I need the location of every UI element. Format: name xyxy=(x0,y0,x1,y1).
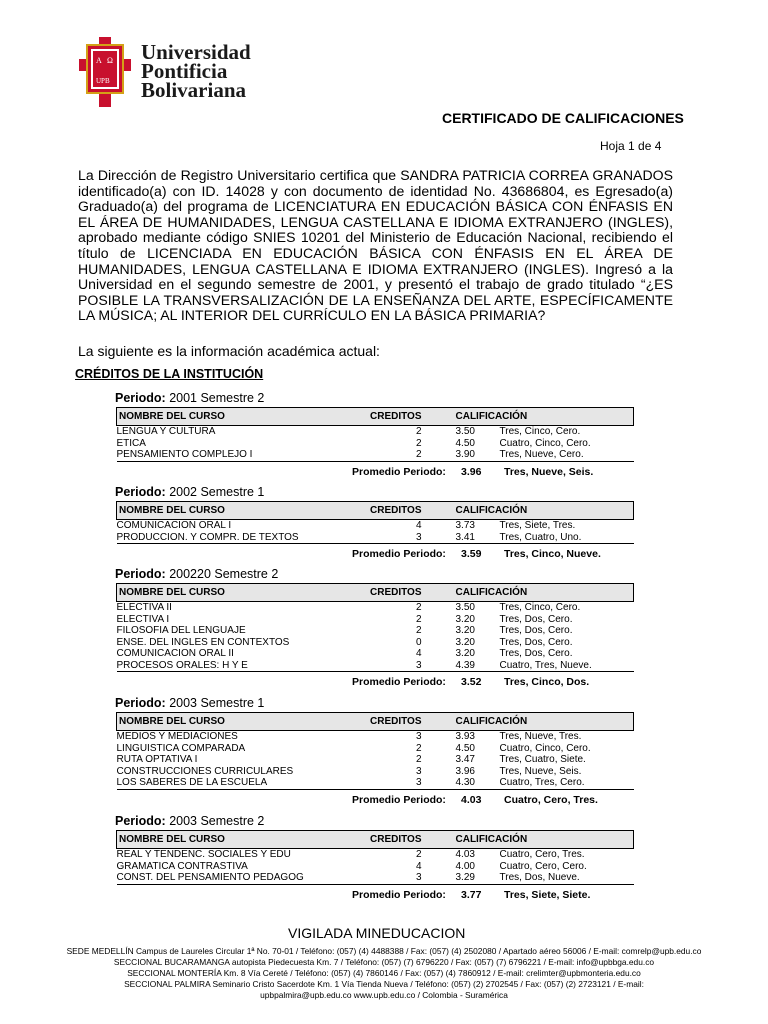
logo-line-2: Pontificia xyxy=(141,59,228,83)
course-grade-words: Cuatro, Cero, Cero. xyxy=(499,860,587,872)
table-row xyxy=(117,426,634,438)
course-name: COMUNICACION ORAL I xyxy=(116,520,232,532)
table-row xyxy=(117,777,634,789)
table-row xyxy=(117,849,634,861)
period-label xyxy=(115,485,635,501)
course-grade: 3.29 xyxy=(434,872,500,884)
average-label: Promedio Periodo: xyxy=(352,793,446,806)
course-name: CONST. DEL PENSAMIENTO PEDAGOG xyxy=(117,872,357,884)
grades-table xyxy=(116,407,634,462)
course-grade: 4.50 xyxy=(455,437,475,449)
certification-paragraph: La Dirección de Registro Universitario certifica que SANDRA PATRICIA CORREA GRANADOS identificado(a) con ID. 14028 y con documento de identidad No. 43686804, es Egresado(a) Graduado(a) del programa de LICENCIATURA EN EDUCACIÓN BÁSICA CON ÉNFASIS EN EL ÁREA DE HUMANIDADES, LENGUA CASTELLANA E IDIOMA EXTRANJERO (INGLES), aprobado mediante código SNIES 10201 del Ministerio de Educación Nacional, recibiendo el título de LICENCIADA EN EDUCACIÓN BÁSICA CON ÉNFASIS EN EL ÁREA DE HUMANIDADES, LENGUA CASTELLANA E IDIOMA EXTRANJERO (INGLES). Ingresó a la Universidad en el segundo semestre de 2001, y presentó el trabajo de grado titulado “¿ES POSIBLE LA TRANSVERSALIZACIÓN DE LA ENSEÑANZA DEL ARTE, ESPECÍFICAMENTE LA MÚSICA; AL INTERIOR DEL CURRÍCULO EN LA BÁSICA PRIMARIA? xyxy=(78,167,673,324)
table-row xyxy=(117,614,634,626)
course-grade-words: Cuatro, Tres, Cero. xyxy=(500,777,634,789)
course-name: FILOSOFIA DEL LENGUAJE xyxy=(116,625,246,637)
period-name: 200220 Semestre 2 xyxy=(169,567,279,581)
course-grade: 4.50 xyxy=(455,742,475,754)
table-row xyxy=(117,872,634,884)
average-words: Tres, Nueve, Seis. xyxy=(504,465,594,478)
average-value: 3.52 xyxy=(461,676,482,688)
footer-addresses xyxy=(20,946,748,1001)
period-label-prefix: Periodo: xyxy=(115,485,166,499)
course-grade: 3.96 xyxy=(455,765,475,777)
header-course: NOMBRE DEL CURSO xyxy=(117,502,357,520)
table-header-row xyxy=(117,713,634,731)
course-name: ELECTIVA II xyxy=(116,602,172,614)
header-end xyxy=(632,713,634,731)
period-label-prefix: Periodo: xyxy=(115,567,166,581)
header-grade: CALIFICACIÓN xyxy=(434,713,633,731)
course-name: MEDIOS Y MEDIACIONES xyxy=(116,731,238,743)
footer-line: SEDE MEDELLÍN Campus de Laureles Circular 1ª No. 70-01 / Teléfono: (057) (4) 4488388 / Fax: (057) (4) 2502080 / Apartado aéreo 56006 / E-mail: comrelp@upb.edu.co xyxy=(66,946,702,956)
period-name: 2001 Semestre 2 xyxy=(169,391,265,405)
header-credits: CREDITOS xyxy=(357,584,434,602)
course-name: PENSAMIENTO COMPLEJO I xyxy=(117,449,357,461)
period-average xyxy=(115,672,635,690)
footer-line: SECCIONAL BUCARAMANGA autopista Piedecuesta Km. 7 / Teléfono: (057) (7) 6796220 / Fax: (057) (7) 6796221 / E-mail: info@upbbga.edu.co xyxy=(113,957,655,967)
course-credits: 2 xyxy=(415,625,422,637)
period-name: 2003 Semestre 2 xyxy=(169,814,265,828)
course-credits: 2 xyxy=(415,754,422,766)
course-grade-words: Tres, Cinco, Cero. xyxy=(499,426,581,438)
grades-table xyxy=(116,830,634,885)
course-credits: 3 xyxy=(415,765,422,777)
course-name: RUTA OPTATIVA I xyxy=(116,754,198,766)
average-words: Tres, Cinco, Dos. xyxy=(504,676,590,688)
header-grade: CALIFICACIÓN xyxy=(434,584,633,602)
logo-line-3: Bolivariana xyxy=(141,78,247,102)
period-label xyxy=(115,391,635,407)
course-grade: 3.20 xyxy=(455,648,475,660)
course-grade: 4.03 xyxy=(455,849,475,861)
course-credits: 2 xyxy=(415,602,422,614)
average-words: Cuatro, Cero, Tres. xyxy=(504,793,598,806)
logo-text xyxy=(141,40,251,102)
shield-omega: Ω xyxy=(107,56,113,65)
period-block xyxy=(115,696,635,808)
average-words: Tres, Siete, Siete. xyxy=(504,888,591,901)
table-header-row xyxy=(117,831,634,849)
average-value: 3.96 xyxy=(461,465,482,478)
table-row xyxy=(117,520,634,532)
course-name: CONSTRUCCIONES CURRICULARES xyxy=(116,765,294,777)
course-name: PRODUCCION. Y COMPR. DE TEXTOS xyxy=(117,532,357,544)
table-row xyxy=(117,766,634,778)
table-header-row xyxy=(117,408,634,426)
course-grade-words: Tres, Nueve, Tres. xyxy=(499,731,582,743)
grades-table xyxy=(116,501,634,544)
course-credits: 3 xyxy=(415,731,422,743)
header-grade: CALIFICACIÓN xyxy=(434,831,633,849)
page-number: Hoja 1 de 4 xyxy=(600,139,662,153)
table-row xyxy=(117,625,634,637)
course-grade: 3.20 xyxy=(455,636,475,648)
course-credits: 2 xyxy=(415,613,422,625)
footer-line: SECCIONAL MONTERÍA Km. 8 Vía Cereté / Teléfono: (057) (4) 7860146 / Fax: (057) (4) 7860912 / E-mail: crelimter@upbmonteria.edu.co xyxy=(127,968,641,978)
table-header-row xyxy=(117,502,634,520)
course-credits: 4 xyxy=(415,648,422,660)
course-grade: 4.00 xyxy=(455,860,475,872)
course-grade-words: Cuatro, Cinco, Cero. xyxy=(499,742,591,754)
period-average xyxy=(115,790,635,808)
course-credits: 4 xyxy=(415,520,422,532)
period-label xyxy=(115,814,635,830)
course-grade: 4.30 xyxy=(434,777,500,789)
period-name: 2002 Semestre 1 xyxy=(169,485,265,499)
table-row xyxy=(117,648,634,660)
shield-alpha: A xyxy=(96,56,102,65)
header-course: NOMBRE DEL CURSO xyxy=(117,713,357,731)
course-grade: 3.73 xyxy=(455,520,475,532)
header-credits: CREDITOS xyxy=(357,408,434,426)
course-grade: 3.50 xyxy=(455,426,475,438)
header-grade: CALIFICACIÓN xyxy=(434,502,633,520)
header-course: NOMBRE DEL CURSO xyxy=(117,584,357,602)
header-end xyxy=(632,831,634,849)
header-end xyxy=(632,502,634,520)
period-average xyxy=(115,885,635,903)
course-name: PROCESOS ORALES: H Y E xyxy=(117,660,357,672)
grades-table xyxy=(116,712,634,790)
intro-text: La siguiente es la información académica actual: xyxy=(78,343,380,359)
period-name: 2003 Semestre 1 xyxy=(169,696,265,710)
course-grade: 3.50 xyxy=(455,602,475,614)
average-label: Promedio Periodo: xyxy=(352,676,446,688)
course-credits: 2 xyxy=(415,849,422,861)
course-name: GRAMATICA CONTRASTIVA xyxy=(116,860,248,872)
course-credits: 4 xyxy=(415,860,422,872)
table-row xyxy=(117,449,634,461)
table-row xyxy=(117,532,634,544)
header-credits: CREDITOS xyxy=(357,502,434,520)
average-label: Promedio Periodo: xyxy=(352,465,446,478)
header-credits: CREDITOS xyxy=(357,831,434,849)
period-average xyxy=(115,544,635,562)
header-credits: CREDITOS xyxy=(357,713,434,731)
average-label: Promedio Periodo: xyxy=(352,548,446,560)
course-credits: 2 xyxy=(415,426,422,438)
header-course: NOMBRE DEL CURSO xyxy=(117,831,357,849)
course-grade-words: Cuatro, Cero, Tres. xyxy=(499,849,585,861)
course-name: LENGUA Y CULTURA xyxy=(116,426,216,438)
footer-line: SECCIONAL PALMIRA Seminario Cristo Sacerdote Km. 1 Vía Tienda Nueva / Teléfono: (057) (2) 2702545 / Fax: (057) (2) 2723121 / E-mail: xyxy=(124,979,644,989)
period-block xyxy=(115,485,635,562)
table-row xyxy=(117,660,634,672)
table-row xyxy=(117,438,634,450)
course-credits: 3 xyxy=(357,660,434,672)
header-end xyxy=(632,408,634,426)
course-grade: 3.90 xyxy=(434,449,500,461)
period-label-prefix: Periodo: xyxy=(115,696,166,710)
period-average xyxy=(115,462,635,480)
course-grade-words: Tres, Nueve, Seis. xyxy=(499,765,582,777)
course-name: COMUNICACION ORAL II xyxy=(116,648,234,660)
course-grade-words: Tres, Cinco, Cero. xyxy=(499,602,581,614)
shield-upb: UPB xyxy=(96,77,110,85)
course-grade-words: Tres, Dos, Cero. xyxy=(499,648,573,660)
course-credits: 3 xyxy=(357,872,434,884)
course-name: LINGUISTICA COMPARADA xyxy=(116,742,246,754)
university-logo xyxy=(79,37,259,107)
document-title: CERTIFICADO DE CALIFICACIONES xyxy=(442,110,684,126)
logo-line-1: Universidad xyxy=(141,40,251,64)
course-credits: 3 xyxy=(357,532,434,544)
average-words: Tres, Cinco, Nueve. xyxy=(504,548,601,560)
course-name: ELECTIVA I xyxy=(116,613,170,625)
shield-icon xyxy=(79,37,131,107)
course-grade-words: Cuatro, Tres, Nueve. xyxy=(500,660,634,672)
course-grade-words: Tres, Dos, Cero. xyxy=(499,636,573,648)
period-label xyxy=(115,696,635,712)
course-grade: 3.47 xyxy=(455,754,475,766)
course-grade-words: Tres, Dos, Cero. xyxy=(499,625,573,637)
course-credits: 3 xyxy=(357,777,434,789)
course-grade-words: Tres, Dos, Cero. xyxy=(499,613,573,625)
course-name: ETICA xyxy=(116,437,146,449)
course-name: ENSE. DEL INGLES EN CONTEXTOS xyxy=(116,636,290,648)
average-label: Promedio Periodo: xyxy=(352,888,446,901)
period-block xyxy=(115,814,635,903)
course-grade-words: Tres, Siete, Tres. xyxy=(499,520,576,532)
course-grade-words: Tres, Cuatro, Siete. xyxy=(499,754,586,766)
average-value: 3.59 xyxy=(461,548,482,560)
course-grade: 3.93 xyxy=(455,731,475,743)
course-grade-words: Tres, Nueve, Cero. xyxy=(500,449,634,461)
course-grade-words: Cuatro, Cinco, Cero. xyxy=(499,437,591,449)
course-credits: 2 xyxy=(357,449,434,461)
header-course: NOMBRE DEL CURSO xyxy=(117,408,357,426)
footer-line: upbpalmira@upb.edu.co www.upb.edu.co / Colombia - Suramérica xyxy=(260,990,508,1000)
table-row xyxy=(117,731,634,743)
course-grade-words: Tres, Cuatro, Uno. xyxy=(500,532,634,544)
course-name: REAL Y TENDENC. SOCIALES Y EDU xyxy=(116,849,291,861)
course-grade: 3.20 xyxy=(455,625,475,637)
period-block xyxy=(115,391,635,480)
course-grade-words: Tres, Dos, Nueve. xyxy=(500,872,634,884)
table-row xyxy=(117,743,634,755)
grades-table xyxy=(116,583,634,672)
header-grade: CALIFICACIÓN xyxy=(434,408,633,426)
table-row xyxy=(117,637,634,649)
period-label-prefix: Periodo: xyxy=(115,814,166,828)
table-row xyxy=(117,754,634,766)
course-credits: 2 xyxy=(415,742,422,754)
course-grade: 4.39 xyxy=(434,660,500,672)
course-credits: 0 xyxy=(415,636,422,648)
period-label-prefix: Periodo: xyxy=(115,391,166,405)
course-grade: 3.20 xyxy=(455,613,475,625)
footer-title: VIGILADA MINEDUCACION xyxy=(288,925,466,941)
course-name: LOS SABERES DE LA ESCUELA xyxy=(117,777,357,789)
table-header-row xyxy=(117,584,634,602)
period-label xyxy=(115,567,635,583)
section-title: CRÉDITOS DE LA INSTITUCIÓN xyxy=(75,367,264,381)
average-value: 3.77 xyxy=(461,888,482,901)
period-block xyxy=(115,567,635,690)
course-credits: 2 xyxy=(415,437,422,449)
table-row xyxy=(117,602,634,614)
course-grade: 3.41 xyxy=(434,532,500,544)
table-row xyxy=(117,861,634,873)
average-value: 4.03 xyxy=(461,793,482,806)
header-end xyxy=(632,584,634,602)
